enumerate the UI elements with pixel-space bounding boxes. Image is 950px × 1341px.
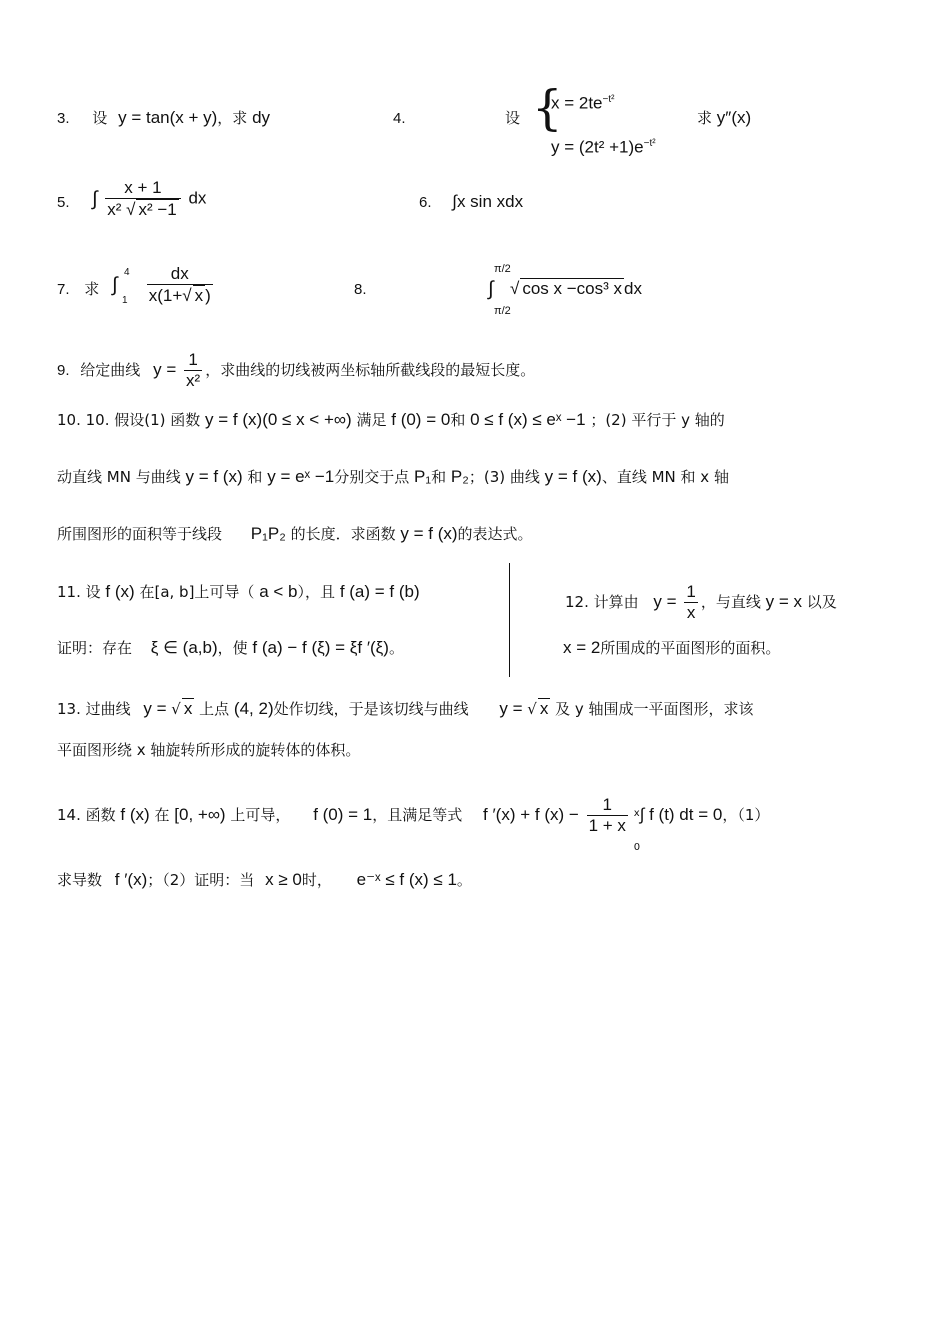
formula: a < b (259, 582, 298, 601)
problem-text: 和 (431, 468, 447, 486)
formula: [0, +∞) (174, 805, 226, 824)
problem-text: ，使 (217, 639, 248, 657)
formula: x² (107, 200, 122, 219)
formula: f (0) = 0 (391, 410, 451, 429)
problem-text: ，与直线 (700, 593, 761, 611)
integral-upper-limit: 4 (124, 266, 130, 278)
problem-13-line-1: 13. 过曲线 y = √ x 上点 (4, 2)处作切线，于是该切线与曲线 y = √ x 及 y 轴围成一平面图形，求该 (57, 699, 754, 718)
problem-text: 证明：存在 (57, 639, 133, 657)
formula: f (0) = 1 (313, 805, 373, 824)
problem-text: 和 (450, 411, 466, 429)
problem-text: 平面图形绕 x 轴旋转所形成的旋转体的体积。 (57, 741, 361, 759)
formula: y = tan(x + y) (118, 108, 218, 127)
formula: y = x (765, 592, 802, 611)
problem-text: 及 y 轴围成一平面图形，求该 (555, 700, 754, 718)
problem-7-formula (112, 264, 216, 306)
formula: P₂ (450, 467, 469, 486)
fraction (684, 582, 697, 623)
formula: y = f (x)(0 ≤ x < +∞) (205, 410, 352, 429)
formula: y = f (x) (400, 524, 458, 543)
fraction-denominator: x(1+√ x ) (148, 286, 211, 305)
problem-14-line-2 (57, 870, 472, 890)
problem-text: 求导数 (57, 871, 103, 889)
integral-lower-limit: π/2 (494, 305, 511, 318)
problem-text: 给定曲线 (80, 361, 141, 379)
integral-icon: ∫ (488, 278, 494, 301)
problem-8-number (354, 279, 367, 300)
formula: ) (205, 286, 211, 305)
definite-integral (488, 263, 511, 318)
formula: x = 2 (563, 638, 601, 657)
formula: ∫ f (t) dt = 0 (639, 805, 723, 824)
problem-11-line-1 (57, 582, 420, 602)
formula: y = (2t² +1)e (551, 137, 644, 157)
formula: P₁P₂ (250, 524, 286, 543)
fraction-denominator: 1 + x (588, 816, 626, 835)
sqrt-radicand: x² −1 (138, 200, 177, 219)
problem-text: 设 (505, 109, 521, 127)
problem-number: 5. (57, 194, 70, 211)
formula: x = 2te (551, 93, 603, 113)
integral-icon: ∫ (92, 188, 98, 210)
problem-10-line-1 (57, 410, 725, 430)
problem-6 (419, 192, 523, 213)
problem-text: 所围图形的面积等于线段 (57, 525, 223, 543)
problem-text: ；（2）证明：当 (147, 871, 255, 889)
formula: f ′(x) + f (x) − (483, 805, 579, 824)
fraction (184, 350, 202, 391)
fraction (105, 178, 181, 220)
integral-lower-limit: 1 (122, 294, 128, 306)
problem-number: 4. (393, 110, 406, 127)
formula: f (x) (105, 582, 135, 601)
problem-text: ），且 (297, 583, 336, 601)
formula: f (x) (120, 805, 150, 824)
sqrt-radicand: cos x −cos³ x (522, 279, 623, 298)
problem-11-line-2 (57, 638, 404, 658)
problem-text: 12. 计算由 (565, 593, 639, 611)
formula: (4, 2) (233, 699, 274, 718)
formula: y = (653, 592, 677, 611)
fraction-denominator: x² √ x² −1 (107, 200, 177, 219)
problem-text: 的表达式。 (457, 525, 533, 543)
problem-number: 9. (57, 362, 70, 379)
fraction-numerator: x + 1 (105, 178, 181, 199)
formula: dx (624, 279, 642, 298)
formula: y = (499, 699, 528, 718)
problem-text: 求 (697, 109, 713, 127)
formula: f (a) − f (ξ) = ξf ′(ξ) (252, 638, 389, 657)
problem-4-number (393, 108, 406, 129)
definite-integral (112, 266, 134, 306)
formula: P₁ (414, 467, 432, 486)
problem-4-ask (697, 108, 751, 128)
problem-text: 14. 函数 (57, 806, 116, 824)
fraction-numerator: 1 (587, 795, 628, 816)
problem-3 (57, 108, 270, 129)
formula: y = f (x) (544, 467, 602, 486)
problem-4-pre (505, 108, 520, 128)
formula: y = (153, 360, 177, 379)
formula: dy (252, 108, 271, 127)
problem-text: 所围成的平面图形的面积。 (600, 639, 781, 657)
formula-exponent: −t² (602, 94, 615, 105)
problem-text: ；(3) 曲线 (468, 468, 540, 486)
problem-text: 在 (154, 806, 170, 824)
problem-text: 满足 (356, 411, 387, 429)
integral-upper-limit: x (633, 808, 640, 819)
formula: dx (188, 188, 207, 208)
formula: y = (143, 699, 172, 718)
problem-text: 设 (92, 109, 108, 127)
problem-text: 上可导， (230, 806, 291, 824)
problem-text: ，求曲线的切线被两坐标轴所截线段的最短长度。 (205, 361, 536, 379)
formula: f ′(x) (114, 870, 148, 889)
integral-icon: ∫ (112, 273, 118, 296)
formula: x ≥ 0 (265, 870, 302, 889)
problem-text: 分别交于点 (334, 468, 410, 486)
problem-text: 时， (301, 871, 332, 889)
formula: ∫x sin xdx (452, 192, 524, 211)
problem-text: 13. 过曲线 (57, 700, 131, 718)
formula: e⁻ˣ ≤ f (x) ≤ 1 (356, 870, 457, 889)
problem-10-line-2 (57, 467, 729, 487)
fraction-numerator: 1 (686, 582, 696, 601)
problem-text: 11. 设 (57, 583, 101, 601)
fraction-numerator: 1 (184, 350, 202, 371)
problem-4-eq1 (551, 90, 614, 114)
formula: x(1+ (148, 286, 183, 305)
problem-text: 在[a, b]上可导（ (139, 583, 255, 601)
sqrt-radicand: x (539, 699, 549, 718)
integral-lower-limit: 0 (633, 842, 641, 853)
problem-10-line-3 (57, 524, 533, 544)
problem-text: ，且满足等式 (372, 806, 463, 824)
problem-14-line-1 (57, 795, 770, 853)
problem-4-eq2 (551, 134, 656, 158)
left-brace-icon: { (532, 80, 563, 136)
formula: y = f (x) (185, 467, 243, 486)
problem-text: 处作切线，于是该切线与曲线 (273, 700, 469, 718)
problem-text: 。 (388, 639, 404, 657)
fraction (147, 264, 213, 306)
problem-number: 7. (57, 281, 70, 298)
problem-7-number (57, 279, 99, 300)
formula: 0 ≤ f (x) ≤ eˣ −1 (470, 410, 586, 429)
problem-5-formula (92, 178, 206, 220)
problem-5-number (57, 192, 70, 213)
problem-13-line-2 (57, 740, 360, 760)
problem-text: ，求 (217, 109, 248, 127)
problem-text: 的长度．求函数 (290, 525, 396, 543)
problem-text: 10. 10. 假设(1) 函数 (57, 411, 201, 429)
formula-exponent: −t² (643, 138, 656, 149)
formula: ξ ∈ (a,b) (150, 638, 218, 657)
fraction-denominator: x (686, 603, 696, 622)
problem-number: 6. (419, 194, 432, 211)
fraction (587, 795, 628, 836)
formula: y = eˣ −1 (267, 467, 335, 486)
problem-text: 上点 (199, 700, 230, 718)
column-divider (509, 563, 510, 677)
problem-text: 和 (247, 468, 263, 486)
problem-number: 8. (354, 281, 367, 298)
sqrt-radicand: x (183, 699, 193, 718)
problem-text: ；(2) 平行于 y 轴的 (590, 411, 725, 429)
problem-12-line-1 (565, 582, 837, 623)
problem-text: 求 (84, 280, 100, 298)
problem-8-formula: ∫ π/2 π/2 √ cos x −cos³ x dx (488, 278, 642, 300)
problem-text: ，（1） (722, 806, 770, 824)
problem-text: 动直线 MN 与曲线 (57, 468, 181, 486)
problem-text: 。 (456, 871, 472, 889)
problem-number: 3. (57, 110, 70, 127)
integral-upper-limit: π/2 (494, 263, 511, 276)
problem-text: 以及 (806, 593, 837, 611)
sqrt-radicand: x (194, 286, 204, 305)
formula: y″(x) (716, 108, 752, 127)
fraction-numerator: dx (147, 264, 213, 285)
formula: f (a) = f (b) (339, 582, 420, 601)
problem-9 (57, 350, 535, 391)
problem-text: 、直线 MN 和 x 轴 (601, 468, 729, 486)
problem-12-line-2 (563, 638, 780, 658)
fraction-denominator: x² (186, 371, 201, 390)
